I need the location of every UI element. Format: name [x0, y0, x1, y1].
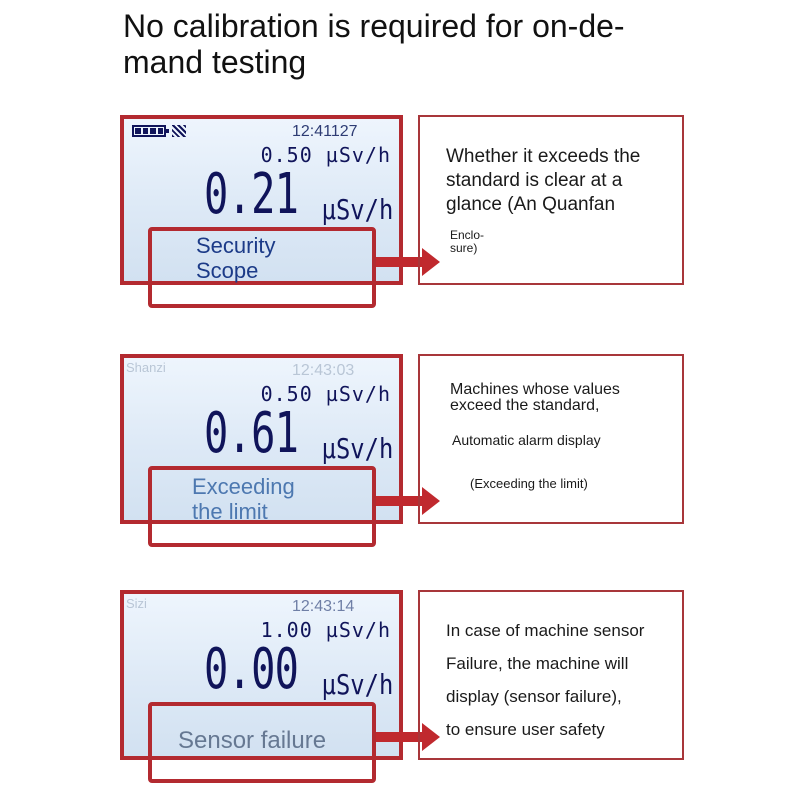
lcd-reading: 0.61	[204, 401, 299, 466]
lcd-time: 12:43:14	[292, 598, 355, 615]
arrow-right-icon	[376, 257, 424, 267]
watermark-tag: Shanzi	[126, 360, 166, 375]
lcd-unit: µSv/h	[321, 193, 393, 226]
description-main: Machines whose values exceed the standard,	[450, 381, 620, 414]
description-main: In case of machine sensor Failure, the machine will display (sensor failure), to ensure user safety	[446, 621, 645, 739]
status-callout	[148, 466, 376, 547]
headline: No calibration is required for on-de- mand testing	[123, 8, 625, 80]
lcd-threshold: 0.50 µSv/h	[260, 143, 391, 167]
lcd-time: 12:41127	[292, 123, 358, 140]
signal-icon	[172, 125, 186, 137]
description-main: Whether it exceeds the standard is clear at a glance (An Quanfan	[446, 146, 641, 215]
description-note: (Exceeding the limit)	[470, 476, 588, 491]
lcd-time: 12:43:03	[292, 362, 355, 379]
arrow-right-icon	[376, 496, 424, 506]
lcd-unit: µSv/h	[321, 432, 393, 465]
battery-icon	[132, 125, 166, 137]
watermark-tag: Sizi	[126, 596, 147, 611]
status-callout	[148, 227, 376, 308]
lcd-threshold: 1.00 µSv/h	[260, 618, 391, 642]
status-callout	[148, 702, 376, 783]
arrow-right-icon	[376, 732, 424, 742]
description-middle: Automatic alarm display	[452, 432, 601, 448]
lcd-unit: µSv/h	[321, 668, 393, 701]
description-box	[418, 590, 684, 760]
lcd-threshold: 0.50 µSv/h	[260, 382, 391, 406]
panel-exceeding-limit	[0, 354, 800, 569]
description-note: Enclo- sure)	[450, 228, 485, 255]
lcd-reading: 0.00	[204, 637, 299, 702]
status-label: Security Scope	[196, 233, 276, 283]
panel-sensor-failure	[0, 590, 800, 805]
description-box	[418, 354, 684, 524]
lcd-reading: 0.21	[204, 162, 299, 227]
panel-security-scope	[0, 115, 800, 330]
description-box	[418, 115, 684, 285]
status-label: Exceeding the limit	[192, 474, 295, 524]
status-label: Sensor failure	[178, 727, 327, 754]
